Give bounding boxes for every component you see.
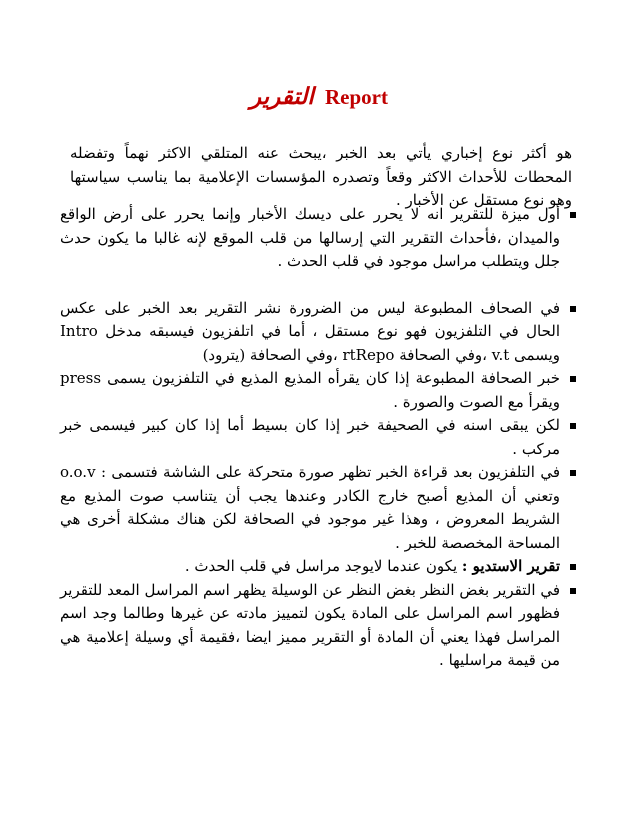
list-item — [60, 203, 576, 274]
square-bullet-icon — [570, 306, 576, 312]
list-item-text: خبر الصحافة المطبوعة إذا كان يقرأه المذيع المذيع في التلفزيون يسمى press ويقرأ مع الصوت والصورة . — [60, 369, 560, 411]
list-item — [60, 414, 576, 461]
list-item-text: في الصحاف المطبوعة ليس من الضرورة نشر التقرير بعد الخبر على عكس الحال في التلفزيون فهو نوع مستقل ، أما في اتلفزيون فيسبقه مدخل Intro ويسمى v.t ،وفي الصحافة rtRepo ،وفي الصحافة (يترود) — [60, 298, 560, 364]
square-bullet-icon — [570, 470, 576, 476]
list-item-text: لكن يبقى اسنه في الصحيفة خبر إذا كان بسيط أما إذا كان كبير فيسمى خبر مركب . — [60, 416, 560, 458]
title-arabic: التقرير — [250, 84, 314, 109]
list-item-bold-label: تقرير الاستديو : — [461, 557, 560, 575]
list-item-text: في التقرير بغض النظر بغض النظر عن الوسيلة يظهر اسم المراسل المعد للتقرير فظهور اسم المراسل على المادة يكون لتمييز مادته عن غيرها وطالما وجد اسم المراسل فهذا يعني أن المادة أو التقرير مميز ايضا ،فقيمة أي وسيلة إعلامية هي من قيمة مراسليها . — [60, 580, 560, 669]
page-title — [0, 84, 638, 110]
list-item — [60, 367, 576, 414]
square-bullet-icon — [570, 376, 576, 382]
square-bullet-icon — [570, 588, 576, 594]
list-item — [60, 461, 576, 555]
list-item-text: أول ميزة للتقرير انه لا يحرر على ديسك الأخبار وإنما يحرر على أرض الواقع والميدان ،فأحداث التقرير التي إرسالها من قلب الموقع لإنه غالبا ما يكون حدث جلل ويتطلب مراسل موجود في قلب الحدث . — [60, 205, 560, 270]
title-english: Report — [325, 85, 388, 109]
intro-paragraph — [70, 142, 572, 213]
list-item — [60, 555, 576, 579]
intro-text: هو أكثر نوع إخباري يأتي بعد الخبر ،يبحث عنه المتلقي الاكثر نهماً وتفضله المحطات للأحداث الاكثر وقعاً وتصدره المؤسسات الإعلامية بما يناسب سياستها وهو نوع مستقل عن الأخبار . — [70, 144, 572, 209]
square-bullet-icon — [570, 212, 576, 218]
list-item-text: يكون عندما لايوجد مراسل في قلب الحدث . — [184, 557, 462, 575]
square-bullet-icon — [570, 564, 576, 570]
bullet-list — [60, 203, 576, 673]
square-bullet-icon — [570, 423, 576, 429]
list-item — [60, 297, 576, 368]
list-item — [60, 579, 576, 673]
list-item-text: في التلفزيون بعد قراءة الخبر تظهر صورة متحركة على الشاشة فتسمى : o.o.v وتعني أن المذيع أصبح خارج الكادر وعندها يجب أن يتناسب صوت المذيع مع الشريط المعروض ، وهذا غير موجود في الصحافة لكن هناك مشكلة أخرى هي المساحة المخصصة للخبر . — [60, 463, 560, 552]
